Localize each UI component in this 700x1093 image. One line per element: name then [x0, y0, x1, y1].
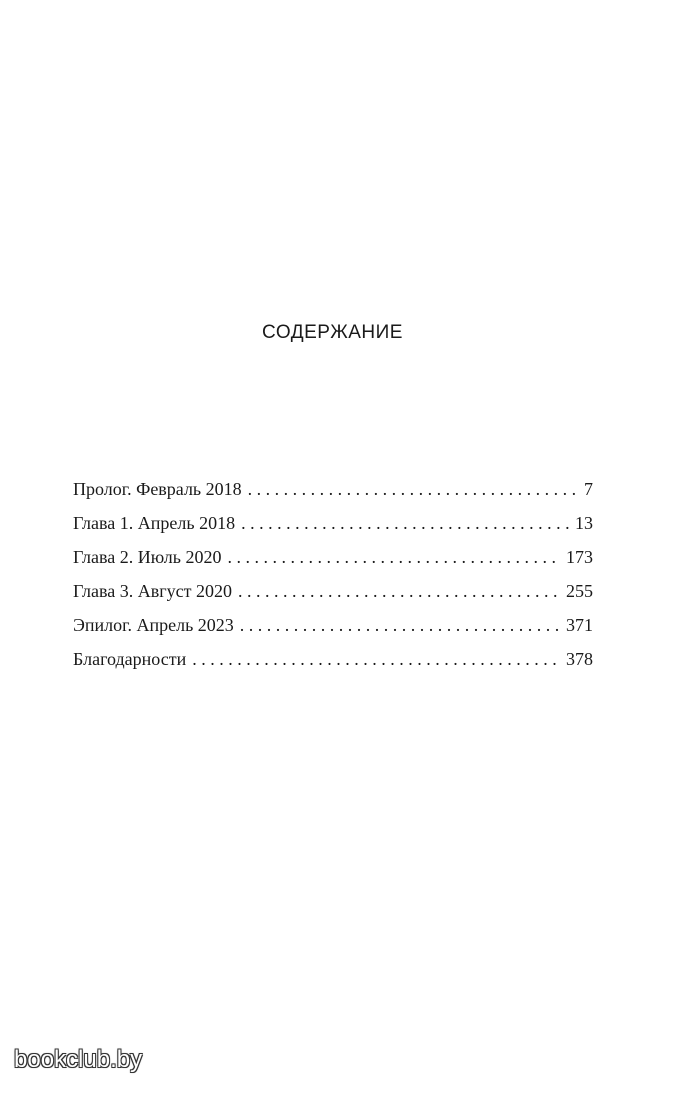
toc-entry-label: Пролог. Февраль 2018 [73, 479, 242, 499]
toc-entry-chapter-3 [73, 574, 593, 608]
toc-entry-epilogue [73, 608, 593, 642]
toc-entry-page: 255 [566, 581, 593, 601]
toc-entry-page: 13 [575, 513, 593, 533]
toc-dot-leader [248, 472, 578, 506]
toc-entry-label: Эпилог. Апрель 2023 [73, 615, 234, 635]
toc-entry-page: 173 [566, 547, 593, 567]
toc-dot-leader [241, 506, 569, 540]
toc-entry-page: 371 [566, 615, 593, 635]
toc-entry-chapter-2 [73, 540, 593, 574]
toc-entry-chapter-1 [73, 506, 593, 540]
toc-entry-acknowledgements [73, 642, 593, 676]
toc-dot-leader [192, 642, 560, 676]
toc-list [73, 472, 593, 676]
toc-entry-label: Благодарности [73, 649, 187, 669]
toc-dot-leader [227, 540, 560, 574]
toc-dot-leader [238, 574, 560, 608]
toc-dot-leader [240, 608, 560, 642]
toc-entry-label: Глава 1. Апрель 2018 [73, 513, 236, 533]
toc-entry-page: 378 [566, 649, 593, 669]
toc-entry-prologue [73, 472, 593, 506]
toc-entry-label: Глава 3. Август 2020 [73, 581, 233, 601]
toc-entry-label: Глава 2. Июль 2020 [73, 547, 222, 567]
toc-title: СОДЕРЖАНИЕ [262, 322, 403, 343]
watermark-text: bookclub.by [14, 1046, 143, 1073]
toc-entry-page: 7 [584, 479, 593, 499]
